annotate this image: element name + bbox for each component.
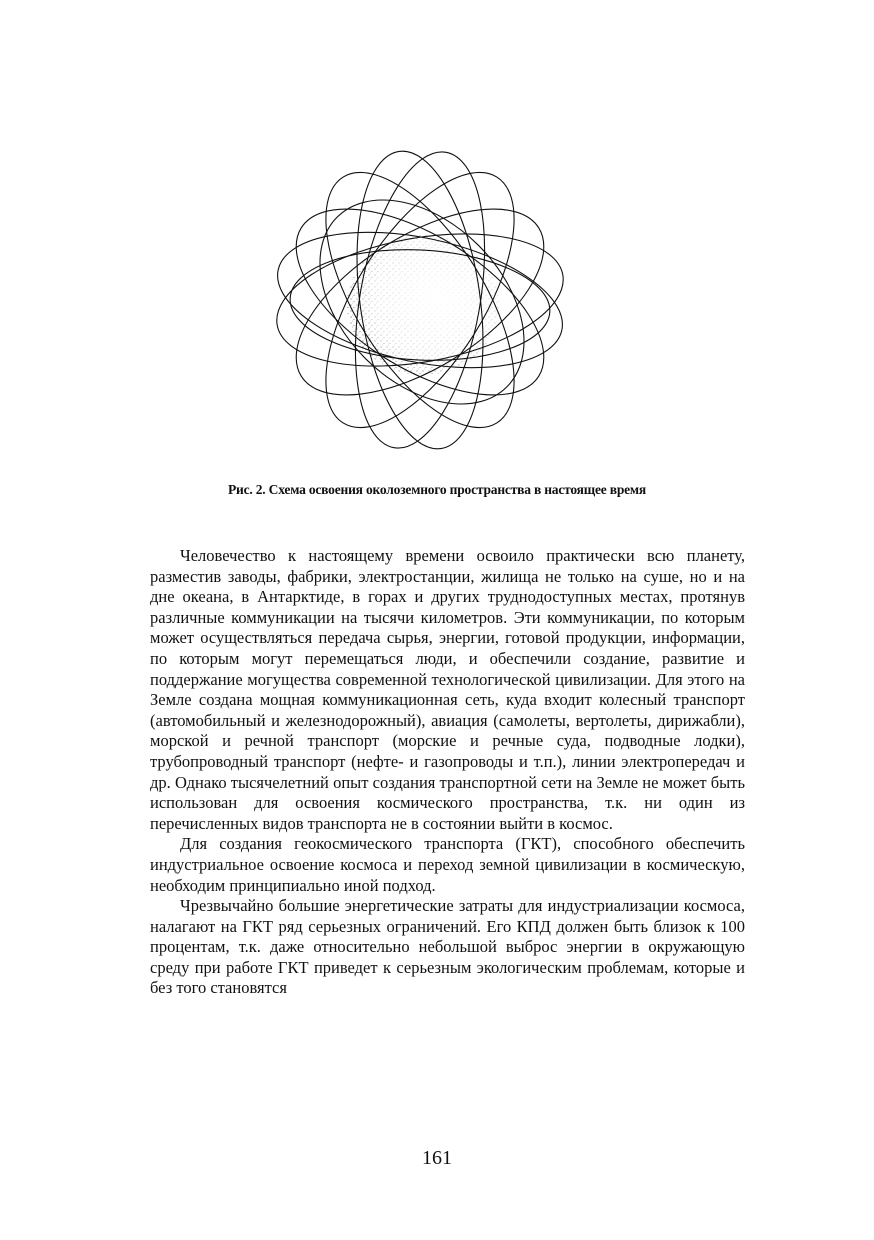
figure-caption bbox=[0, 482, 874, 498]
page-number: 161 bbox=[422, 1147, 452, 1169]
paragraph: Для создания геокосмического транспорта (ГКТ), способного обеспечить индустриальное освоение космоса и переход земной цивилизации в космическую, необходим принципиально иной подход. bbox=[150, 834, 745, 895]
figure-label: Рис. 2. bbox=[227, 482, 266, 497]
earth-orbits-illustration bbox=[260, 130, 580, 470]
body-text bbox=[150, 546, 745, 999]
figure-orbits-diagram bbox=[260, 130, 580, 470]
paragraph: Чрезвычайно большие энергетические затраты для индустриализации космоса, налагают на ГКТ ряд серьезных ограничений. Его КПД должен быть близок к 100 процентам, т.к. даже относительно небольшой выброс энергии в окружающую среду при работе ГКТ приведет к серьезным экологическим проблемам, которые и без того становятся bbox=[150, 896, 745, 998]
figure-caption-text: Схема освоения околоземного пространства в настоящее время bbox=[268, 482, 647, 497]
paragraph: Человечество к настоящему времени освоило практически всю планету, разместив заводы, фабрики, электростанции, жилища не только на суше, но и на дне океана, в Антарктиде, в горах и других труднодоступных местах, протянув различные коммуникации на тысячи километров. Эти коммуникации, по которым может осуществляться передача сырья, энергии, готовой продукции, информации, по которым могут перемещаться люди, и обеспечили создание, развитие и поддержание могущества современной технологической цивилизации. Для этого на Земле создана мощная коммуникационная сеть, куда входит колесный транспорт (автомобильный и железнодорожный), авиация (самолеты, вертолеты, дирижабли), морской и речной транспорт (морские и речные суда, подводные лодки), трубопроводный транспорт (нефте- и газопроводы и т.п.), линии электропередач и др. Однако тысячелетний опыт создания транспортной сети на Земле не может быть использован для освоения космического пространства, т.к. ни один из перечисленных видов транспорта не в состоянии выйти в космос. bbox=[150, 546, 745, 833]
